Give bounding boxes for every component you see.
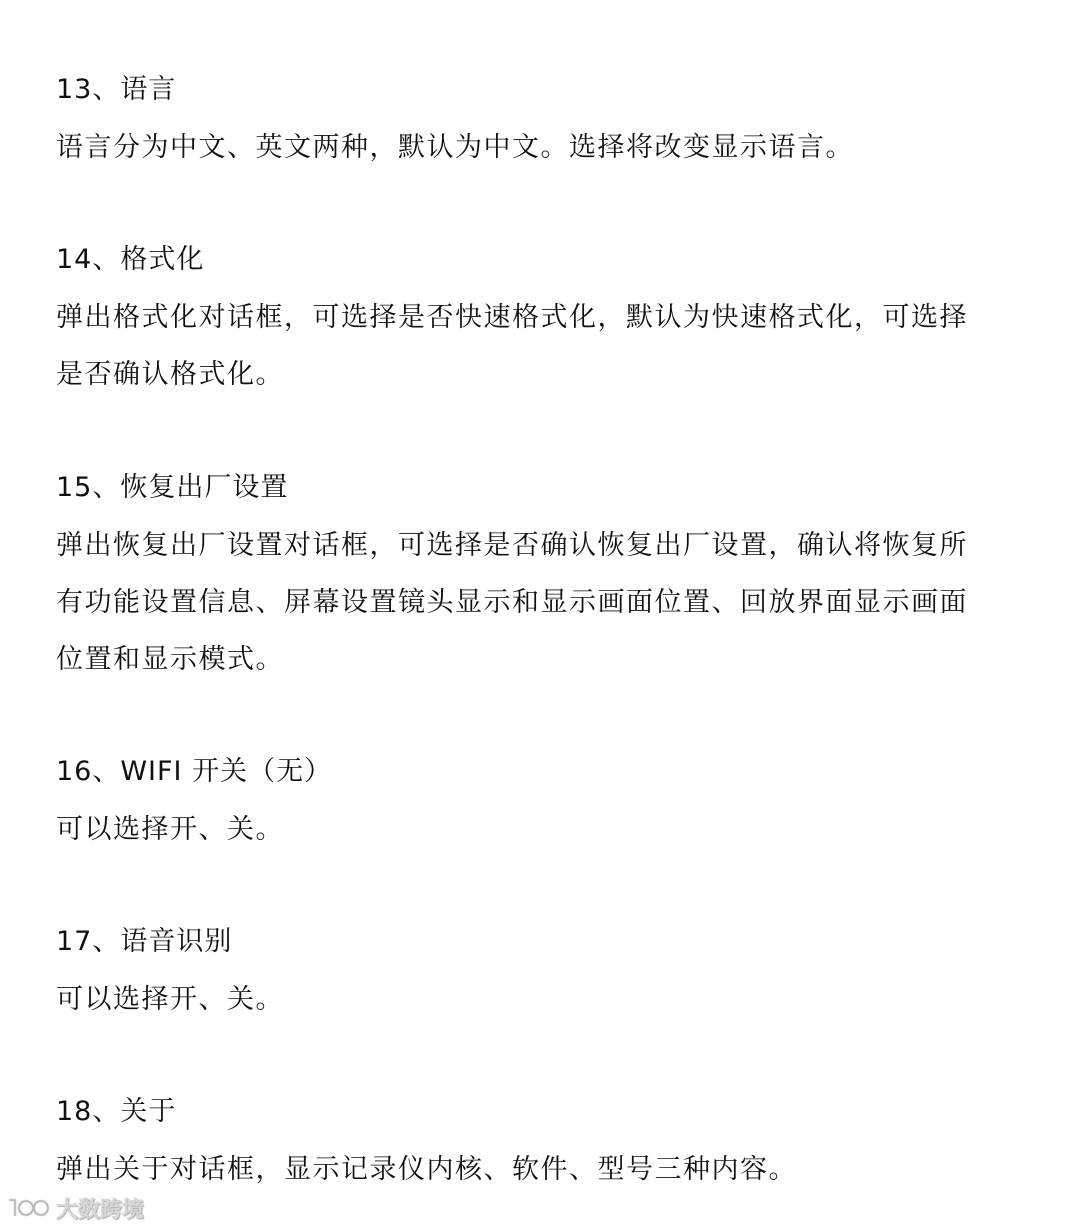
section-body-17 — [56, 971, 1016, 1028]
section-heading-15: 15、恢复出厂设置 — [56, 472, 289, 503]
section-body-15 — [56, 517, 1016, 688]
logo-icon — [6, 1195, 50, 1221]
section-body-13 — [56, 119, 1016, 176]
body-line: 是否确认格式化。 — [56, 359, 284, 390]
watermark-text: 大数跨境 — [56, 1197, 145, 1223]
section-heading-17: 17、语音识别 — [56, 926, 233, 957]
body-line: 弹出关于对话框，显示记录仪内核、软件、型号三种内容。 — [56, 1154, 797, 1185]
body-line: 弹出格式化对话框，可选择是否快速格式化，默认为快速格式化，可选择 — [56, 302, 968, 333]
body-line: 可以选择开、关。 — [56, 814, 284, 845]
body-line: 位置和显示模式。 — [56, 644, 284, 675]
body-line: 有功能设置信息、屏幕设置镜头显示和显示画面位置、回放界面显示画面 — [56, 587, 968, 618]
section-heading-16: 16、WIFI 开关（无） — [56, 756, 333, 787]
watermark — [6, 1194, 144, 1222]
section-heading-14: 14、格式化 — [56, 244, 205, 275]
body-line: 弹出恢复出厂设置对话框，可选择是否确认恢复出厂设置，确认将恢复所 — [56, 530, 968, 561]
section-body-16 — [56, 801, 1016, 858]
section-body-14 — [56, 289, 1016, 403]
section-body-18 — [56, 1141, 1016, 1198]
section-heading-13: 13、语言 — [56, 74, 177, 105]
section-heading-18: 18、关于 — [56, 1096, 177, 1127]
body-line: 语言分为中文、英文两种，默认为中文。选择将改变显示语言。 — [56, 132, 854, 163]
body-line: 可以选择开、关。 — [56, 984, 284, 1015]
